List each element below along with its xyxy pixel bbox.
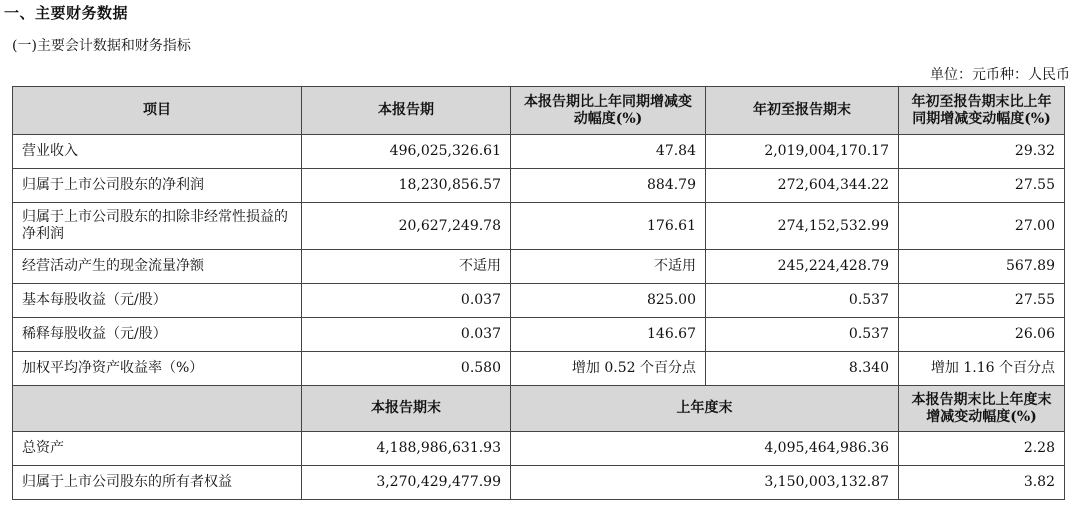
header-item: 项目 xyxy=(13,87,302,135)
table-row xyxy=(13,466,1065,500)
table-row xyxy=(13,432,1065,466)
table-cell: 3,270,429,477.99 xyxy=(302,466,511,500)
row-label: 归属于上市公司股东的净利润 xyxy=(13,169,302,203)
table-cell: 825.00 xyxy=(511,284,706,318)
table-cell: 245,224,428.79 xyxy=(706,250,899,284)
table-cell: 27.55 xyxy=(899,169,1065,203)
table-cell: 0.580 xyxy=(302,352,511,386)
row-label: 加权平均净资产收益率（%） xyxy=(13,352,302,386)
header-blank xyxy=(13,386,302,432)
row-label: 归属于上市公司股东的扣除非经常性损益的净利润 xyxy=(13,203,302,250)
table-cell: 0.537 xyxy=(706,284,899,318)
header-ytd: 年初至报告期末 xyxy=(706,87,899,135)
row-label: 经营活动产生的现金流量净额 xyxy=(13,250,302,284)
financial-data-table xyxy=(12,86,1065,500)
table-cell: 18,230,856.57 xyxy=(302,169,511,203)
table-cell: 884.79 xyxy=(511,169,706,203)
header-prior-year-end: 上年度末 xyxy=(511,386,899,432)
table-header-row-balance xyxy=(13,386,1065,432)
table-row xyxy=(13,169,1065,203)
table-row xyxy=(13,284,1065,318)
unit-note: 单位：元币种：人民币 xyxy=(930,67,1070,83)
table-row xyxy=(13,318,1065,352)
table-cell: 4,188,986,631.93 xyxy=(302,432,511,466)
table-cell: 274,152,532.99 xyxy=(706,203,899,250)
table-cell: 20,627,249.78 xyxy=(302,203,511,250)
row-label: 营业收入 xyxy=(13,135,302,169)
table-cell: 496,025,326.61 xyxy=(302,135,511,169)
table-cell: 26.06 xyxy=(899,318,1065,352)
header-current-period: 本报告期 xyxy=(302,87,511,135)
table-cell: 3.82 xyxy=(899,466,1065,500)
table-cell: 146.67 xyxy=(511,318,706,352)
table-row xyxy=(13,135,1065,169)
table-cell: 2.28 xyxy=(899,432,1065,466)
table-cell: 8.340 xyxy=(706,352,899,386)
header-period-end-change: 本报告期末比上年度末增减变动幅度(%) xyxy=(899,386,1065,432)
row-label: 基本每股收益（元/股） xyxy=(13,284,302,318)
table-cell: 增加 1.16 个百分点 xyxy=(899,352,1065,386)
table-cell: 272,604,344.22 xyxy=(706,169,899,203)
table-header-row xyxy=(13,87,1065,135)
table-cell: 0.037 xyxy=(302,318,511,352)
table-cell: 不适用 xyxy=(511,250,706,284)
table-cell: 47.84 xyxy=(511,135,706,169)
row-label: 总资产 xyxy=(13,432,302,466)
table-cell: 2,019,004,170.17 xyxy=(706,135,899,169)
table-cell: 4,095,464,986.36 xyxy=(511,432,899,466)
table-cell: 29.32 xyxy=(899,135,1065,169)
header-period-end: 本报告期末 xyxy=(302,386,511,432)
table-cell: 176.61 xyxy=(511,203,706,250)
table-cell: 27.55 xyxy=(899,284,1065,318)
table-cell: 0.037 xyxy=(302,284,511,318)
section-title: 一、主要财务数据 xyxy=(4,4,129,22)
header-current-period-change: 本报告期比上年同期增减变动幅度(%) xyxy=(511,87,706,135)
table-row xyxy=(13,352,1065,386)
row-label: 归属于上市公司股东的所有者权益 xyxy=(13,466,302,500)
table-cell: 567.89 xyxy=(899,250,1065,284)
table-cell: 3,150,003,132.87 xyxy=(511,466,899,500)
header-ytd-change: 年初至报告期末比上年同期增减变动幅度(%) xyxy=(899,87,1065,135)
table-row xyxy=(13,203,1065,250)
table-cell: 27.00 xyxy=(899,203,1065,250)
table-cell: 增加 0.52 个百分点 xyxy=(511,352,706,386)
subsection-title: (一)主要会计数据和财务指标 xyxy=(12,38,191,54)
table-cell: 不适用 xyxy=(302,250,511,284)
table-row xyxy=(13,250,1065,284)
table-cell: 0.537 xyxy=(706,318,899,352)
row-label: 稀释每股收益（元/股） xyxy=(13,318,302,352)
